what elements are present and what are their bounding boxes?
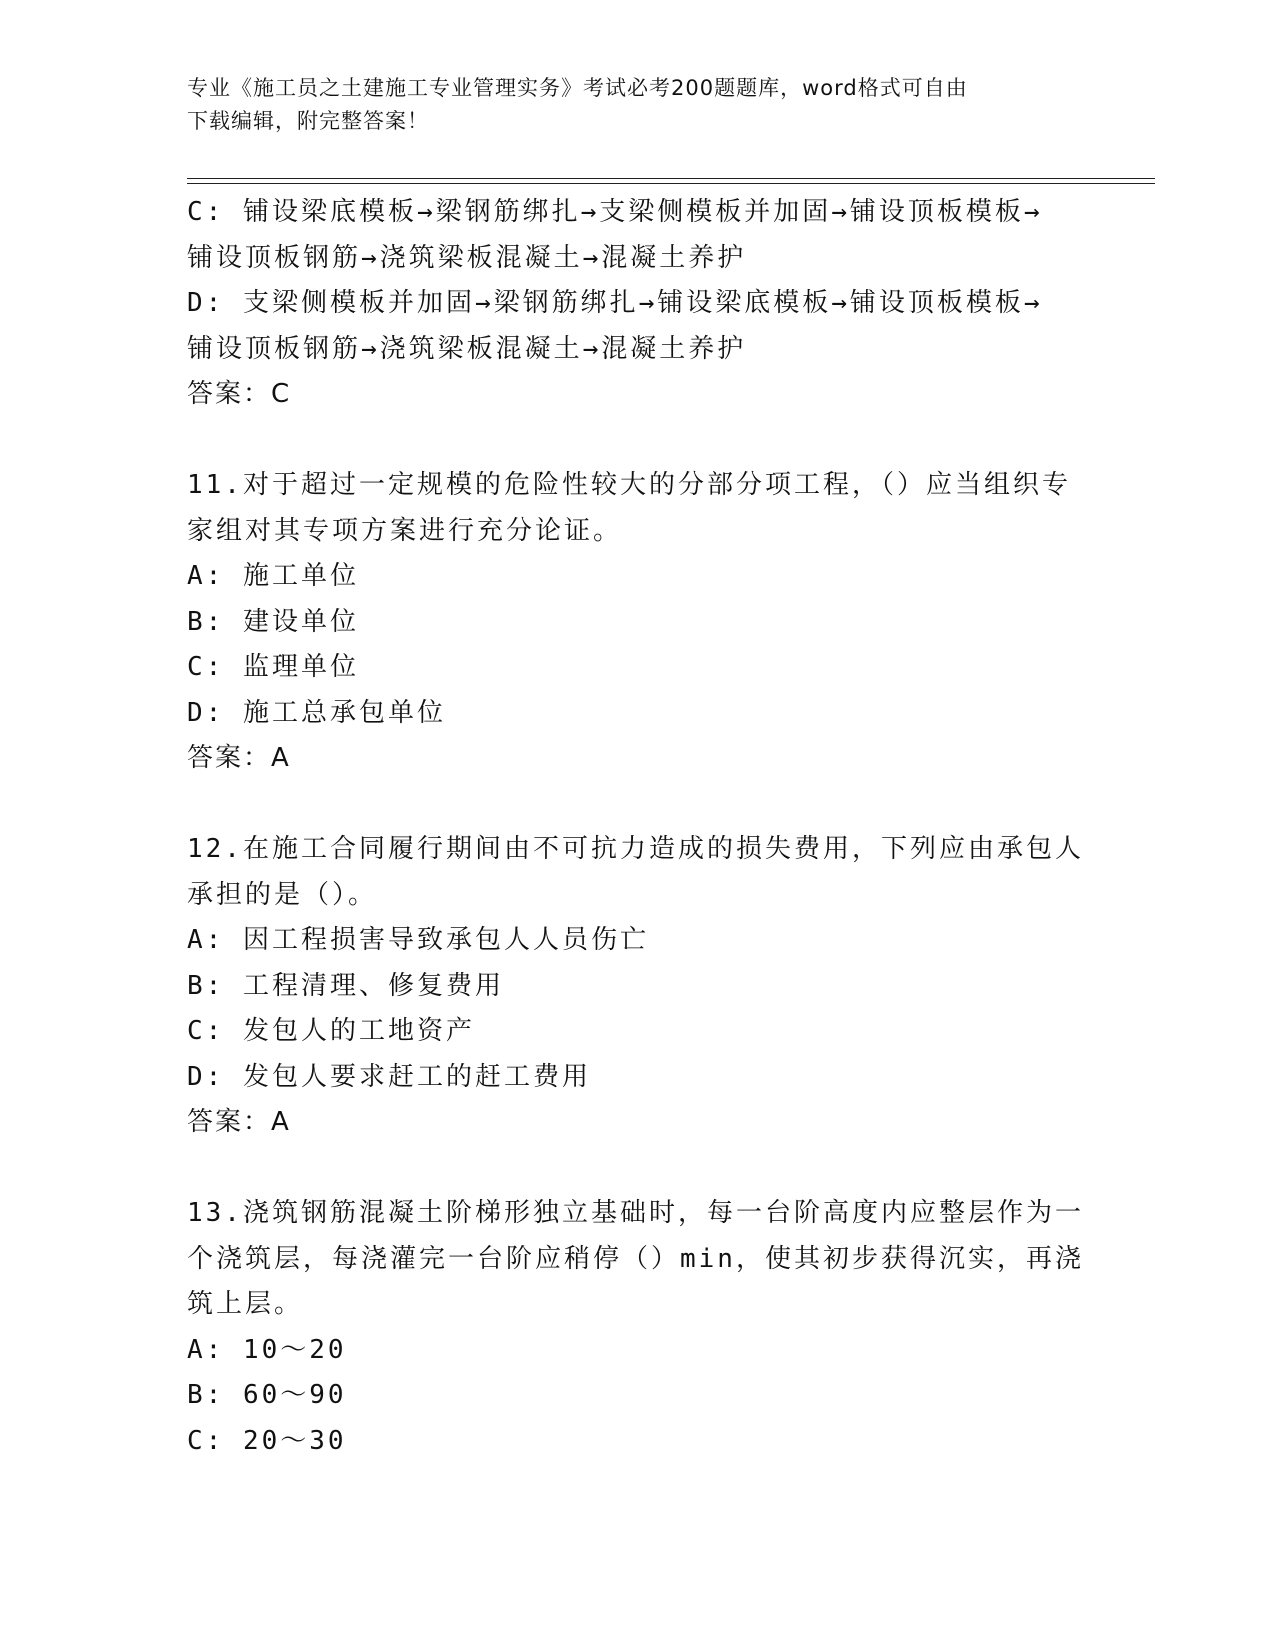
question-stem-line-1: 12.在施工合同履行期间由不可抗力造成的损失费用，下列应由承包人 (187, 834, 1084, 864)
option-c: C: 20～30 (187, 1425, 347, 1456)
question-stem-line-2: 个浇筑层，每浇灌完一台阶应稍停（）min，使其初步获得沉实，再浇 (187, 1243, 1084, 1274)
option-a: A: 10～20 (187, 1334, 347, 1365)
option-c-line-2: 铺设顶板钢筋→浇筑梁板混凝土→混凝土养护 (187, 242, 747, 273)
header-divider-bottom (187, 183, 1155, 184)
question-stem-line-2: 承担的是（）。 (187, 879, 378, 910)
header-line-2: 下载编辑，附完整答案！ (187, 109, 429, 133)
question-13 (187, 1191, 1087, 1464)
option-c: C: 监理单位 (187, 652, 359, 682)
option-a: A: 因工程损害导致承包人人员伤亡 (187, 925, 649, 955)
answer: 答案：C (187, 379, 292, 409)
question-stem-line-1: 13.浇筑钢筋混凝土阶梯形独立基础时，每一台阶高度内应整层作为一 (187, 1198, 1084, 1228)
header-divider-top (187, 178, 1155, 179)
question-stem-line-1: 11.对于超过一定规模的危险性较大的分部分项工程，（）应当组织专 (187, 470, 1071, 500)
spacer (187, 782, 1087, 828)
question-12 (187, 827, 1087, 1146)
option-d-line-2: 铺设顶板钢筋→浇筑梁板混凝土→混凝土养护 (187, 333, 747, 364)
question-list (187, 190, 1087, 1464)
question-stem-line-2: 家组对其专项方案进行充分论证。 (187, 515, 623, 546)
spacer (187, 418, 1087, 464)
answer: 答案：A (187, 1107, 291, 1137)
option-d: D: 发包人要求赶工的赶工费用 (187, 1061, 591, 1092)
document-header (187, 72, 1087, 138)
option-b: B: 建设单位 (187, 606, 359, 637)
question-stem-line-3: 筑上层。 (187, 1289, 304, 1319)
question-10 (187, 190, 1087, 418)
option-a: A: 施工单位 (187, 561, 359, 591)
option-b: B: 60～90 (187, 1380, 347, 1410)
option-d: D: 施工总承包单位 (187, 697, 446, 728)
answer: 答案：A (187, 743, 291, 773)
option-d-line-1: D: 支梁侧模板并加固→梁钢筋绑扎→铺设梁底模板→铺设顶板模板→ (187, 288, 1043, 318)
spacer (187, 1146, 1087, 1192)
header-line-1: 专业《施工员之土建施工专业管理实务》考试必考200题题库，word格式可自由 (187, 76, 968, 100)
option-b: B: 工程清理、修复费用 (187, 970, 504, 1001)
option-c: C: 发包人的工地资产 (187, 1016, 475, 1046)
question-11 (187, 463, 1087, 782)
option-c-line-1: C: 铺设梁底模板→梁钢筋绑扎→支梁侧模板并加固→铺设顶板模板→ (187, 197, 1043, 227)
